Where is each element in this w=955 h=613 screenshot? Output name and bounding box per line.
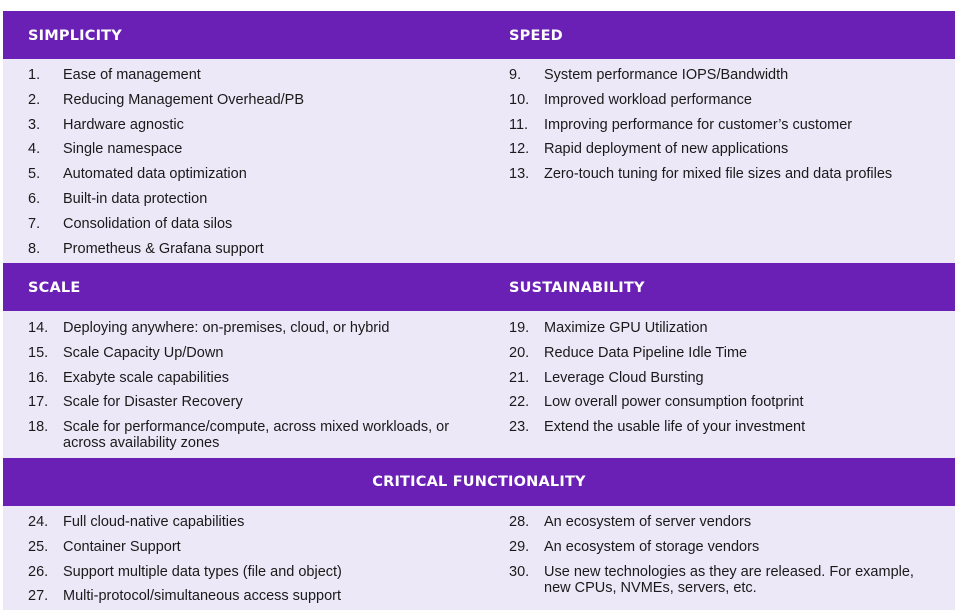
critical-left-list (28, 514, 498, 613)
list-item: 17. Scale for Disaster Recovery (28, 394, 243, 411)
section-title-simplicity: SIMPLICITY (28, 28, 122, 44)
list-item: 22. Low overall power consumption footprint (509, 394, 804, 411)
scale-list (28, 320, 498, 459)
critical-right-list (509, 514, 949, 603)
list-item: 12. Rapid deployment of new applications (509, 141, 789, 158)
list-item: 23. Extend the usable life of your investment (509, 419, 806, 436)
list-item: 6. Built-in data protection (28, 190, 208, 207)
list-item: 19. Maximize GPU Utilization (509, 320, 708, 336)
list-item: 25. Container Support (28, 538, 181, 555)
list-item: 8. Prometheus & Grafana support (28, 240, 264, 257)
list-item: 2. Reducing Management Overhead/PB (28, 91, 305, 108)
section-title-scale: SCALE (28, 280, 81, 296)
sustainability-list (509, 320, 949, 444)
list-item: 29. An ecosystem of storage vendors (509, 538, 760, 555)
list-item: 27. Multi-protocol/simultaneous access support (28, 588, 342, 605)
speed-list (509, 67, 949, 191)
list-item: 24. Full cloud-native capabilities (28, 514, 245, 530)
list-item: 4. Single namespace (28, 141, 183, 158)
list-item: 16. Exabyte scale capabilities (28, 369, 230, 386)
section-title-speed: SPEED (509, 28, 563, 44)
section-header-band-3 (3, 458, 955, 506)
list-item: 3. Hardware agnostic (28, 116, 184, 133)
list-item: 26. Support multiple data types (file and object) (28, 563, 342, 580)
list-item: 13. Zero-touch tuning for mixed file sizes and data profiles (509, 166, 893, 183)
list-item: 28. An ecosystem of server vendors (509, 514, 752, 530)
section-title-critical-functionality: CRITICAL FUNCTIONALITY (372, 474, 586, 490)
feature-matrix (3, 11, 955, 610)
list-item: 11. Improving performance for customer’s customer (509, 116, 853, 133)
list-item: 30. Use new technologies as they are released. For example, new CPUs, NVMEs, servers, etc. (509, 563, 914, 596)
list-item: 9. System performance IOPS/Bandwidth (509, 67, 789, 83)
list-item: 15. Scale Capacity Up/Down (28, 344, 224, 361)
simplicity-list (28, 67, 498, 265)
list-item: 10. Improved workload performance (509, 91, 752, 108)
section-header-band-2 (3, 263, 955, 311)
list-item: 21. Leverage Cloud Bursting (509, 369, 704, 386)
list-item: 18. Scale for performance/compute, across mixed workloads, or across availability zones (28, 419, 450, 452)
list-item: 1. Ease of management (28, 67, 201, 83)
list-item: 14. Deploying anywhere: on-premises, cloud, or hybrid (28, 320, 390, 336)
list-item: 5. Automated data optimization (28, 166, 247, 183)
section-header-band-1 (3, 11, 955, 59)
list-item: 20. Reduce Data Pipeline Idle Time (509, 344, 748, 361)
section-title-sustainability: SUSTAINABILITY (509, 280, 645, 296)
list-item: 7. Consolidation of data silos (28, 215, 233, 232)
